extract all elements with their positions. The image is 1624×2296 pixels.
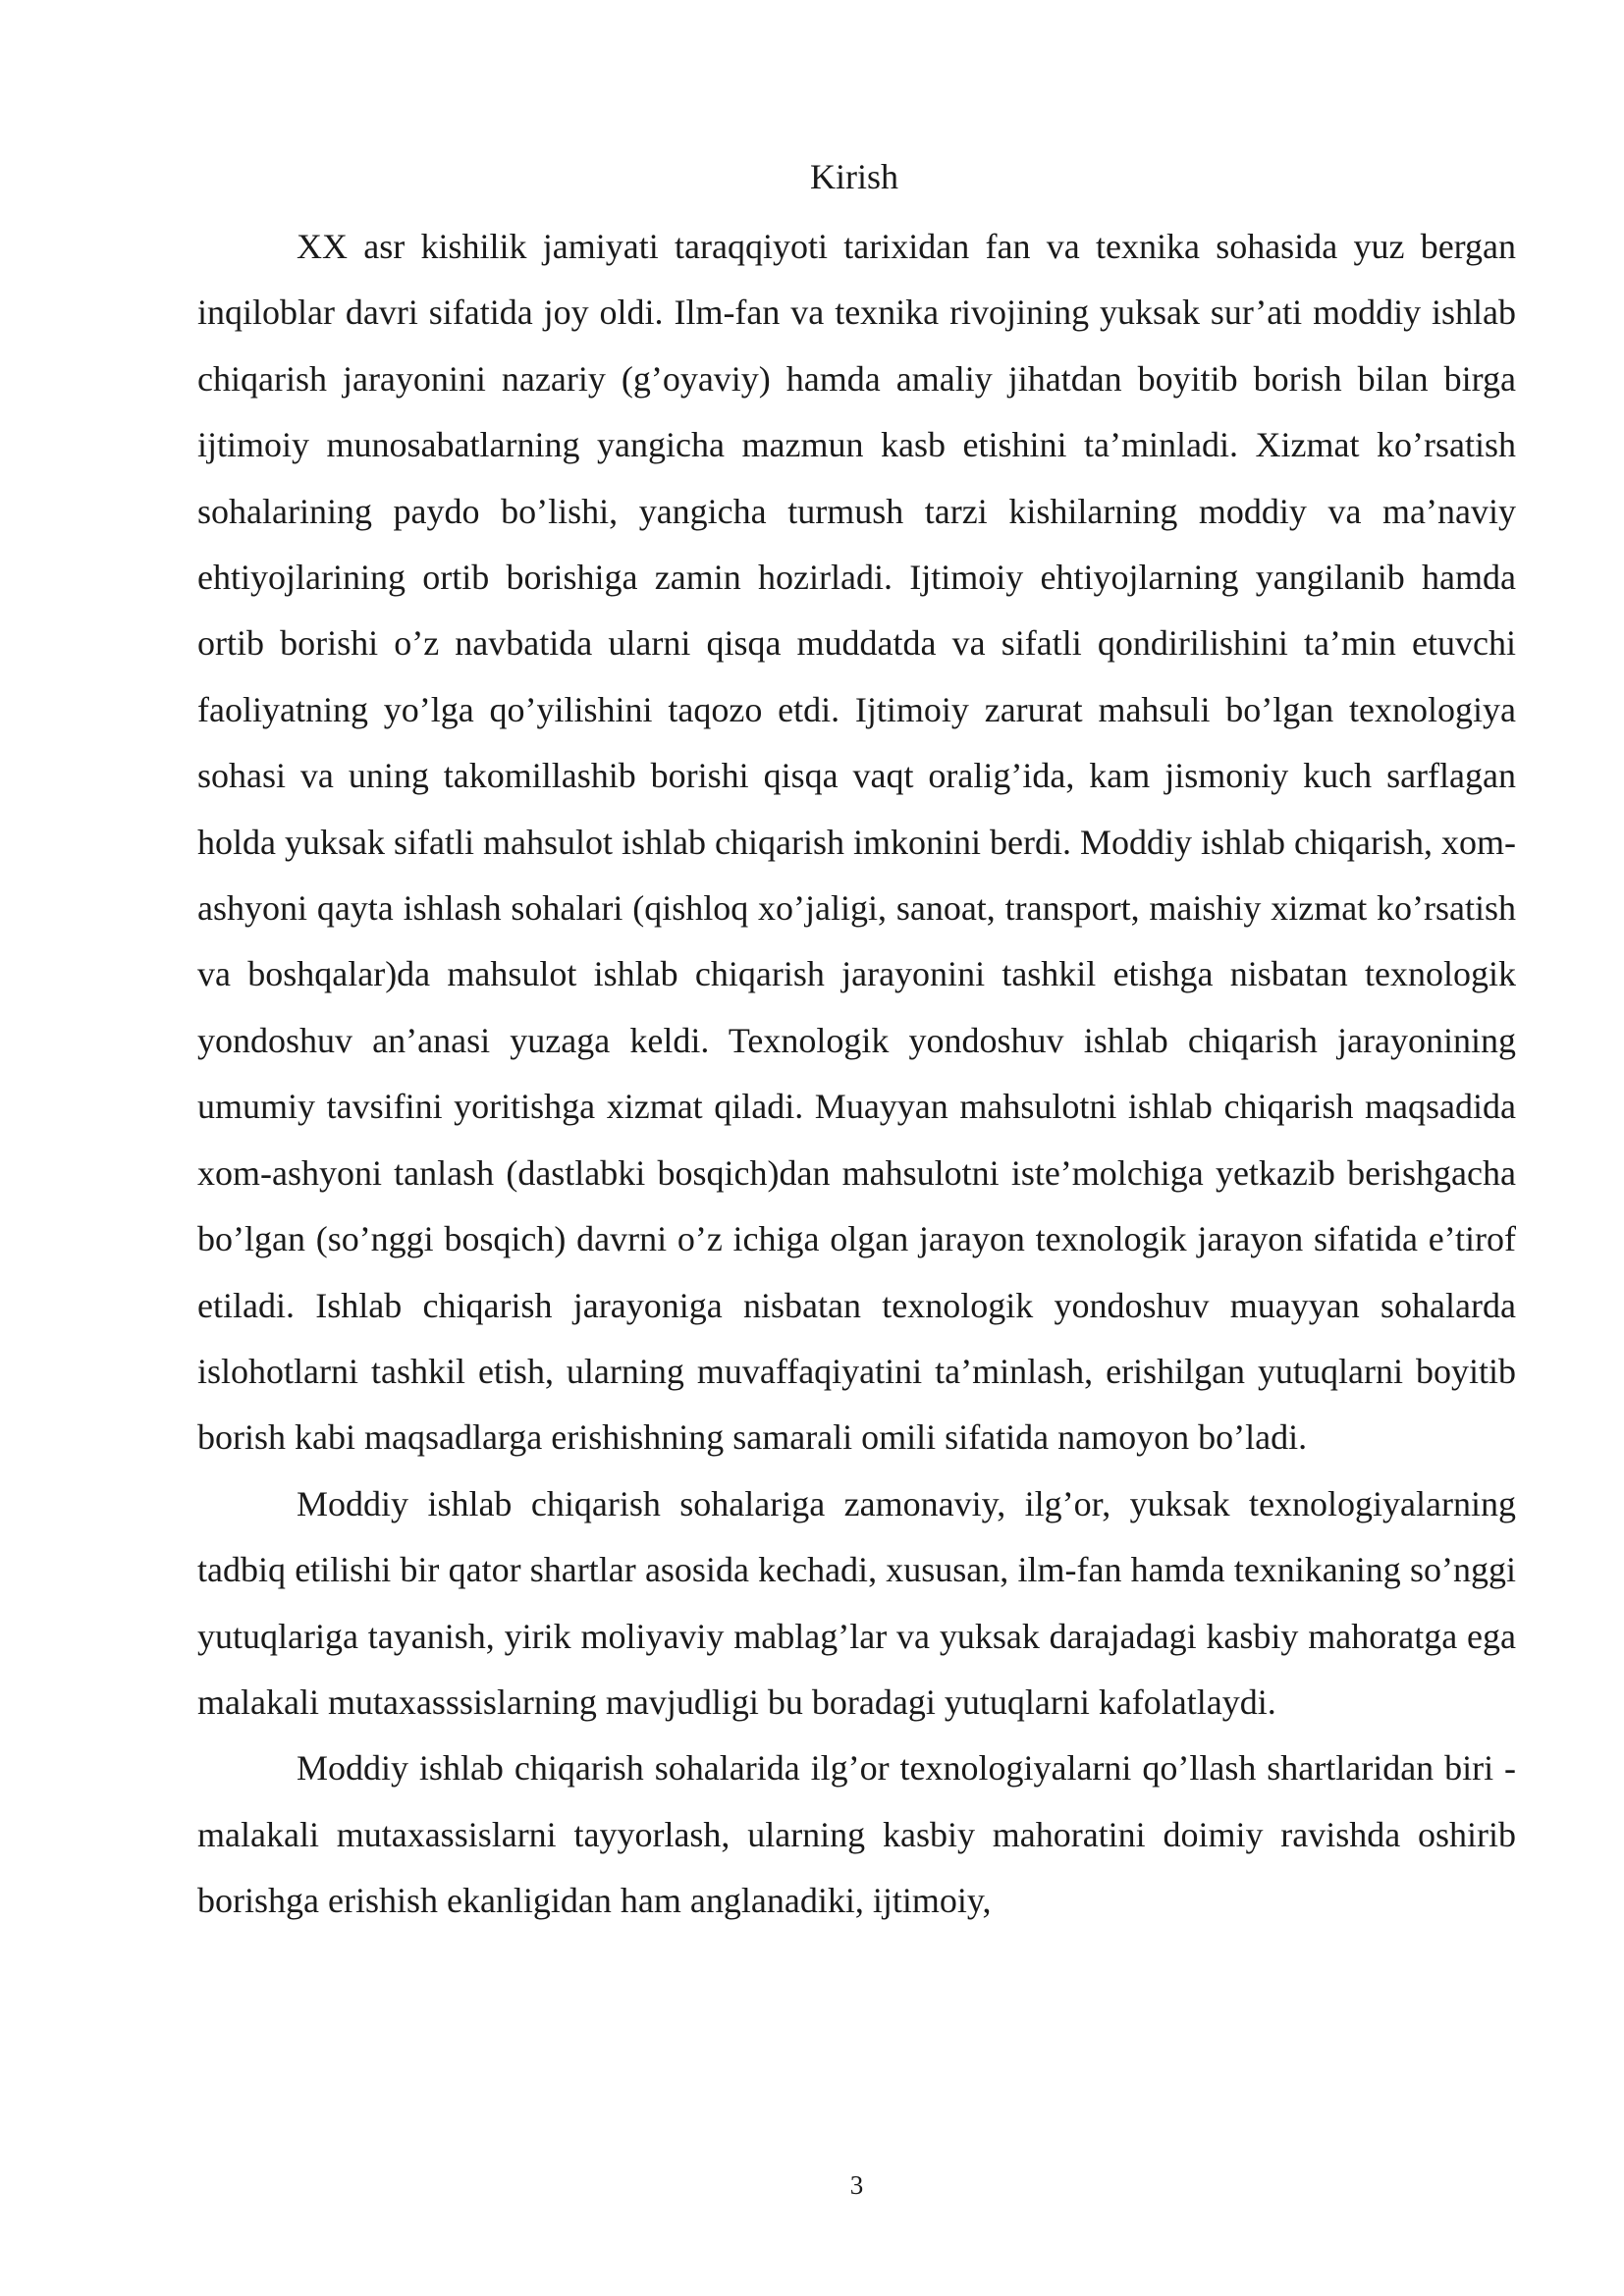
section-title: Kirish	[810, 157, 898, 196]
paragraph-2: Moddiy ishlab chiqarish sohalariga zamonaviy, ilg’or, yuksak texnologiyalarning tadbiq etilishi bir qator shartlar asosida kechadi, xususan, ilm-fan hamda texnikaning so’nggi yutuqlariga tayanish, yirik moliyaviy mablag’lar va yuksak darajadagi kasbiy mahoratga ega malakali mutaxasssislarning mavjudligi bu boradagi yutuqlarni kafolatlaydi.	[197, 1483, 1516, 1722]
paragraph-1: XX asr kishilik jamiyati taraqqiyoti tarixidan fan va texnika sohasida yuz bergan inqiloblar davri sifatida joy oldi. Ilm-fan va texnika rivojining yuksak sur’ati moddiy ishlab chiqarish jarayonini nazariy (g’oyaviy) hamda amaliy jihatdan boyitib borish bilan birga ijtimoiy munosabatlarning yangicha mazmun kasb etishini ta’minladi. Xizmat ko’rsatish sohalarining paydo bo’lishi, yangicha turmush tarzi kishilarning moddiy va ma’naviy ehtiyojlarining ortib borishiga zamin hozirladi. Ijtimoiy ehtiyojlarning yangilanib hamda ortib borishi o’z navbatida ularni qisqa muddatda va sifatli qondirilishini ta’min etuvchi faoliyatning yo’lga qo’yilishini taqozo etdi. Ijtimoiy zarurat mahsuli bo’lgan texnologiya sohasi va uning takomillashib borishi qisqa vaqt oralig’ida, kam jismoniy kuch sarflagan holda yuksak sifatli mahsulot ishlab chiqarish imkonini berdi. Moddiy ishlab chiqarish, xom-ashyoni qayta ishlash sohalari (qishloq xo’jaligi, sanoat, transport, maishiy xizmat ko’rsatish va boshqalar)da mahsulot ishlab chiqarish jarayonini tashkil etishga nisbatan texnologik yondoshuv an’anasi yuzaga keldi. Texnologik yondoshuv ishlab chiqarish jarayonining umumiy tavsifini yoritishga xizmat qiladi. Muayyan mahsulotni ishlab chiqarish maqsadida xom-ashyoni tanlash (dastlabki bosqich)dan mahsulotni iste’molchiga yetkazib berishgacha bo’lgan (so’nggi bosqich) davrni o’z ichiga olgan jarayon texnologik jarayon sifatida e’tirof etiladi. Ishlab chiqarish jarayoniga nisbatan texnologik yondoshuv muayyan sohalarda islohotlarni tashkil etish, ularning muvaffaqiyatini ta’minlash, erishilgan yutuqlarni boyitib borish kabi maqsadlarga erishishning samarali omili sifatida namoyon bo’ladi.	[197, 227, 1516, 1458]
body-text	[197, 214, 1516, 1935]
paragraph-3: Moddiy ishlab chiqarish sohalarida ilg’or texnologiyalarni qo’llash shartlaridan biri - malakali mutaxassislarni tayyorlash, ularning kasbiy mahoratini doimiy ravishda oshirib borishga erishish ekanligidan ham anglanadiki, ijtimoiy,	[197, 1748, 1516, 1921]
page-number: 3	[849, 2170, 864, 2200]
